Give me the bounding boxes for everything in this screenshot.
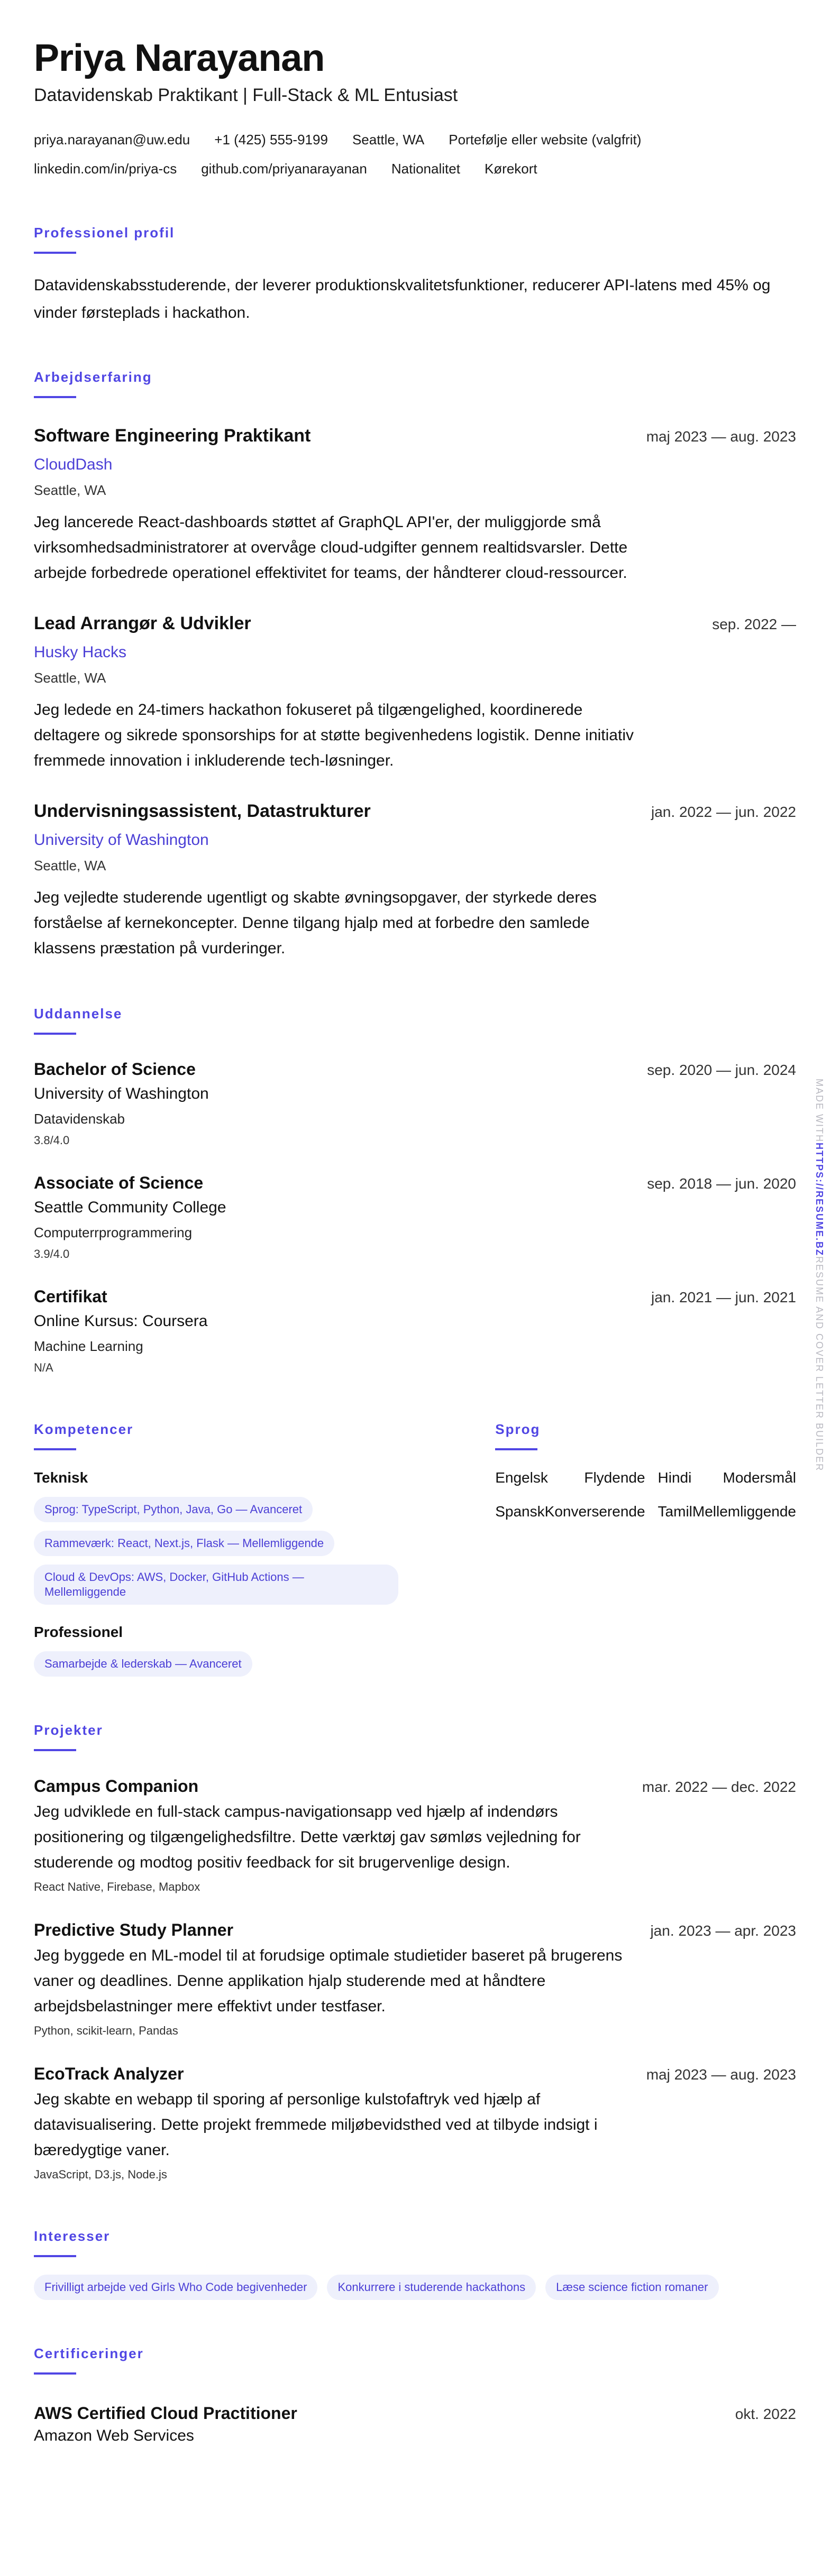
certification-name: AWS Certified Cloud Practitioner	[34, 2404, 297, 2423]
section-title: Interesser	[34, 2228, 111, 2244]
grade: N/A	[34, 1361, 53, 1374]
education-item	[34, 1172, 796, 1262]
skill-chips	[34, 1651, 461, 1677]
section-title: Projekter	[34, 1722, 103, 1738]
job-description: Jeg vejledte studerende ugentligt og skabte øvningsopgaver, der styrkede deres forståelse af kernekoncepter. Denne tilgang hjalp med at forbedre den samlede klassens præstation på vurderinger.	[34, 889, 597, 957]
interest-chips	[34, 2275, 796, 2300]
school: University of Washington	[34, 1085, 209, 1102]
degree: Certifikat	[34, 1287, 107, 1306]
job-date: jan. 2022 — jun. 2022	[651, 804, 796, 820]
project-title: EcoTrack Analyzer	[34, 2064, 184, 2083]
language-name: Hindi	[658, 1469, 692, 1486]
education-date: jan. 2021 — jun. 2021	[651, 1289, 796, 1305]
job-company: CloudDash	[34, 456, 113, 473]
project-date: mar. 2022 — dec. 2022	[642, 1779, 796, 1795]
language-level: Konverserende	[544, 1503, 645, 1520]
project-item	[34, 1919, 796, 2039]
certification-item	[34, 2403, 796, 2446]
project-title: Predictive Study Planner	[34, 1920, 234, 1939]
job-company: Husky Hacks	[34, 643, 127, 661]
contact-drivers-license: Kørekort	[484, 161, 537, 177]
experience-section	[34, 368, 796, 961]
project-tech: React Native, Firebase, Mapbox	[34, 1880, 200, 1893]
job-description: Jeg lancerede React-dashboards støttet af GraphQL API'er, der muliggjorde små virksomhedsadministratorer at overvåge cloud-udgifter gennem realtidsvarsler. Dette arbejde forbedrede operationel effektivitet for teams, der håndterer cloud-ressourcer.	[34, 513, 628, 582]
job-date: maj 2023 — aug. 2023	[646, 428, 796, 445]
school: Seattle Community College	[34, 1199, 226, 1216]
interest-chip: Konkurrere i studerende hackathons	[327, 2275, 536, 2300]
project-date: jan. 2023 — apr. 2023	[650, 1922, 796, 1939]
project-description: Jeg udviklede en full-stack campus-navigationsapp ved hjælp af indendørs positionering og tilgængelighedsfiltre. Dette værktøj gav sømløs vejledning for studerende og modtog positiv feedback for sit brugervenlige design.	[34, 1803, 581, 1871]
skill-group-title: Professionel	[34, 1624, 123, 1640]
language-item	[495, 1469, 645, 1487]
section-divider	[34, 1033, 76, 1035]
section-divider	[34, 396, 76, 398]
contact-linkedin[interactable]: linkedin.com/in/priya-cs	[34, 161, 177, 177]
watermark-suffix: RESUME AND COVER LETTER BUILDER	[814, 1256, 825, 1472]
project-description: Jeg skabte en webapp til sporing af personlige kulstofaftryk ved hjælp af datavisualisering. Dette projekt fremmede miljøbevidsthed ved at tilbyde indsigt i bæredygtige vaner.	[34, 2091, 598, 2159]
contact-phone: +1 (425) 555-9199	[214, 132, 328, 148]
job-title: Lead Arrangør & Udvikler	[34, 613, 251, 633]
education-item	[34, 1059, 796, 1148]
experience-item	[34, 800, 796, 961]
candidate-name: Priya Narayanan	[34, 37, 325, 79]
language-level: Mellemliggende	[692, 1503, 796, 1520]
education-item	[34, 1286, 796, 1376]
job-location: Seattle, WA	[34, 670, 106, 686]
job-title: Undervisningsassistent, Datastrukturer	[34, 801, 371, 821]
project-date: maj 2023 — aug. 2023	[646, 2066, 796, 2083]
experience-item	[34, 425, 796, 586]
contact-email[interactable]: priya.narayanan@uw.edu	[34, 132, 190, 148]
skill-group-title: Teknisk	[34, 1469, 88, 1486]
education-section	[34, 1005, 796, 1376]
language-name: Tamil	[658, 1503, 692, 1520]
job-date: sep. 2022 —	[712, 616, 796, 632]
language-level: Modersmål	[723, 1469, 796, 1486]
field-of-study: Computerrprogrammering	[34, 1225, 193, 1240]
skill-chip: Sprog: TypeScript, Python, Java, Go — Avanceret	[34, 1497, 313, 1522]
contact-nationality: Nationalitet	[391, 161, 460, 177]
degree: Bachelor of Science	[34, 1060, 196, 1079]
field-of-study: Datavidenskab	[34, 1111, 125, 1127]
language-name: Engelsk	[495, 1469, 548, 1486]
language-item	[658, 1469, 796, 1487]
skill-chip: Samarbejde & lederskab — Avanceret	[34, 1651, 252, 1677]
skills-languages-row	[34, 1420, 796, 1677]
grade: 3.9/4.0	[34, 1247, 70, 1261]
project-tech: JavaScript, D3.js, Node.js	[34, 2168, 167, 2181]
project-item	[34, 2063, 796, 2183]
watermark-link[interactable]: HTTPS://RESUME.BZ	[814, 1143, 825, 1257]
section-title: Sprog	[495, 1421, 541, 1437]
language-name: Spansk	[495, 1503, 545, 1520]
section-title: Arbejdserfaring	[34, 369, 152, 385]
skill-chip: Rammeværk: React, Next.js, Flask — Mellemliggende	[34, 1531, 334, 1556]
contact-info	[34, 125, 743, 183]
project-description: Jeg byggede en ML-model til at forudsige optimale studietider baseret på brugerens vaner og deadlines. Denne applikation hjalp studerende med at håndtere arbejdsbelastninger mere effektivt under testfaser.	[34, 1947, 623, 2015]
job-location: Seattle, WA	[34, 858, 106, 873]
certification-issuer: Amazon Web Services	[34, 2427, 194, 2444]
interests-section	[34, 2227, 796, 2300]
contact-portfolio[interactable]: Portefølje eller website (valgfrit)	[449, 132, 642, 148]
project-item	[34, 1775, 796, 1895]
section-divider	[34, 1749, 76, 1751]
education-date: sep. 2020 — jun. 2024	[647, 1062, 796, 1078]
summary-section	[34, 224, 796, 327]
project-tech: Python, scikit-learn, Pandas	[34, 2024, 178, 2037]
skill-chips	[34, 1497, 461, 1605]
certification-date: okt. 2022	[735, 2406, 796, 2422]
section-divider	[34, 2372, 76, 2375]
builder-watermark	[814, 1079, 825, 1471]
job-description: Jeg ledede en 24-timers hackathon fokuseret på tilgængelighed, koordinerede deltagere og sikrede sponsorships for at støtte begivenhedens logistik. Denne initiativ fremmede innovation i inkluderende tech-løsninger.	[34, 701, 634, 769]
skill-chip: Cloud & DevOps: AWS, Docker, GitHub Actions — Mellemliggende	[34, 1565, 398, 1605]
grade: 3.8/4.0	[34, 1134, 70, 1147]
resume-header	[34, 39, 796, 183]
section-divider	[34, 1448, 76, 1450]
skills-section	[34, 1420, 461, 1677]
interest-chip: Frivilligt arbejde ved Girls Who Code begivenheder	[34, 2275, 317, 2300]
section-title: Uddannelse	[34, 1006, 123, 1022]
interest-chip: Læse science fiction romaner	[545, 2275, 718, 2300]
school: Online Kursus: Coursera	[34, 1312, 208, 1330]
language-list	[495, 1469, 796, 1521]
field-of-study: Machine Learning	[34, 1338, 143, 1354]
job-company: University of Washington	[34, 831, 209, 849]
section-divider	[34, 252, 76, 254]
section-title: Professionel profil	[34, 225, 175, 241]
project-title: Campus Companion	[34, 1777, 199, 1796]
contact-github[interactable]: github.com/priyanarayanan	[201, 161, 367, 177]
language-item	[495, 1503, 645, 1521]
language-level: Flydende	[584, 1469, 645, 1486]
job-title: Software Engineering Praktikant	[34, 426, 311, 446]
contact-location: Seattle, WA	[352, 132, 425, 148]
certifications-section	[34, 2344, 796, 2446]
language-item	[658, 1503, 796, 1521]
section-divider	[495, 1448, 537, 1450]
section-divider	[34, 2255, 76, 2257]
section-title: Kompetencer	[34, 1421, 134, 1437]
section-title: Certificeringer	[34, 2345, 144, 2361]
projects-section	[34, 1721, 796, 2183]
watermark-prefix: MADE WITH	[814, 1079, 825, 1143]
degree: Associate of Science	[34, 1173, 204, 1192]
experience-item	[34, 612, 796, 774]
education-date: sep. 2018 — jun. 2020	[647, 1175, 796, 1192]
candidate-headline: Datavidenskab Praktikant | Full-Stack & ML Entusiast	[34, 85, 458, 105]
languages-section	[495, 1420, 796, 1677]
summary-text: Datavidenskabsstuderende, der leverer produktionskvalitetsfunktioner, reducerer API-latens med 45% og vinder førsteplads i hackathon.	[34, 277, 771, 321]
job-location: Seattle, WA	[34, 482, 106, 498]
